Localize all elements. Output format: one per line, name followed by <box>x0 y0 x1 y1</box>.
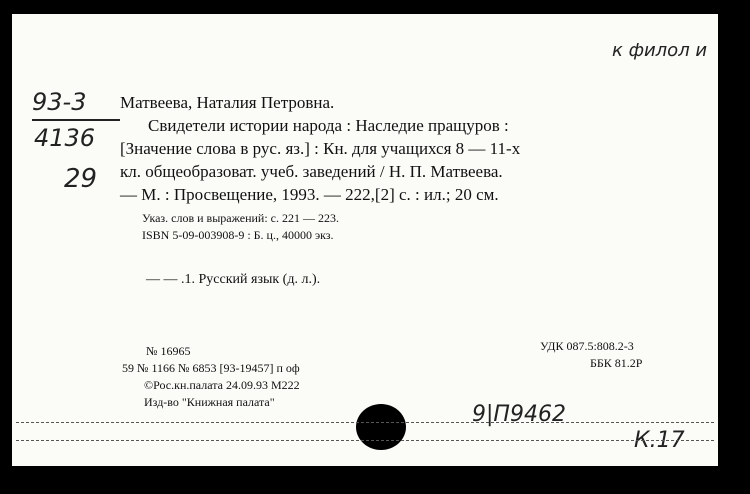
handwritten-underline <box>32 119 120 121</box>
author-heading: Матвеева, Наталия Петровна. <box>120 93 335 112</box>
bbk-code: ББК 81.2Р <box>590 356 643 370</box>
order-line: 59 № 1166 № 6853 [93-19457] п оф <box>122 361 300 375</box>
catalog-card <box>12 14 718 466</box>
udk-code: УДК 087.5:808.2-3 <box>540 339 634 353</box>
handwritten-note-bottom: 9|П9462 <box>472 402 566 427</box>
subject-heading: — — .1. Русский язык (д. л.). <box>146 272 321 287</box>
index-note: Указ. слов и выражений: с. 221 — 223. <box>142 211 339 225</box>
handwritten-call-number-1: 93-3 <box>32 88 87 116</box>
card-number: № 16965 <box>146 344 191 358</box>
handwritten-call-number-2: 4136 <box>34 124 96 152</box>
imprint-line: — М. : Просвещение, 1993. — 222,[2] с. : ил.; 20 см. <box>120 185 499 204</box>
handwritten-call-number-3: 29 <box>64 164 98 194</box>
handwritten-note-bottom-right: К.17 <box>634 428 685 453</box>
title-line-2: [Значение слова в рус. яз.] : Кн. для учащихся 8 — 11-х <box>120 139 521 158</box>
copyright-line: ©Рос.кн.палата 24.09.93 М222 <box>144 378 300 392</box>
card-dotted-line-lower <box>16 440 714 441</box>
title-line-1: Свидетели истории народа : Наследие пращуров : <box>148 116 509 135</box>
title-line-3: кл. общеобразоват. учеб. заведений / Н. П. Матвеева. <box>120 162 503 181</box>
card-dotted-line-upper <box>16 422 714 423</box>
handwritten-note-top-right: к филол и <box>612 40 708 61</box>
ink-blot <box>356 404 406 450</box>
publisher-line: Изд-во "Книжная палата" <box>144 395 275 409</box>
isbn-line: ISBN 5-09-003908-9 : Б. ц., 40000 экз. <box>142 228 334 242</box>
